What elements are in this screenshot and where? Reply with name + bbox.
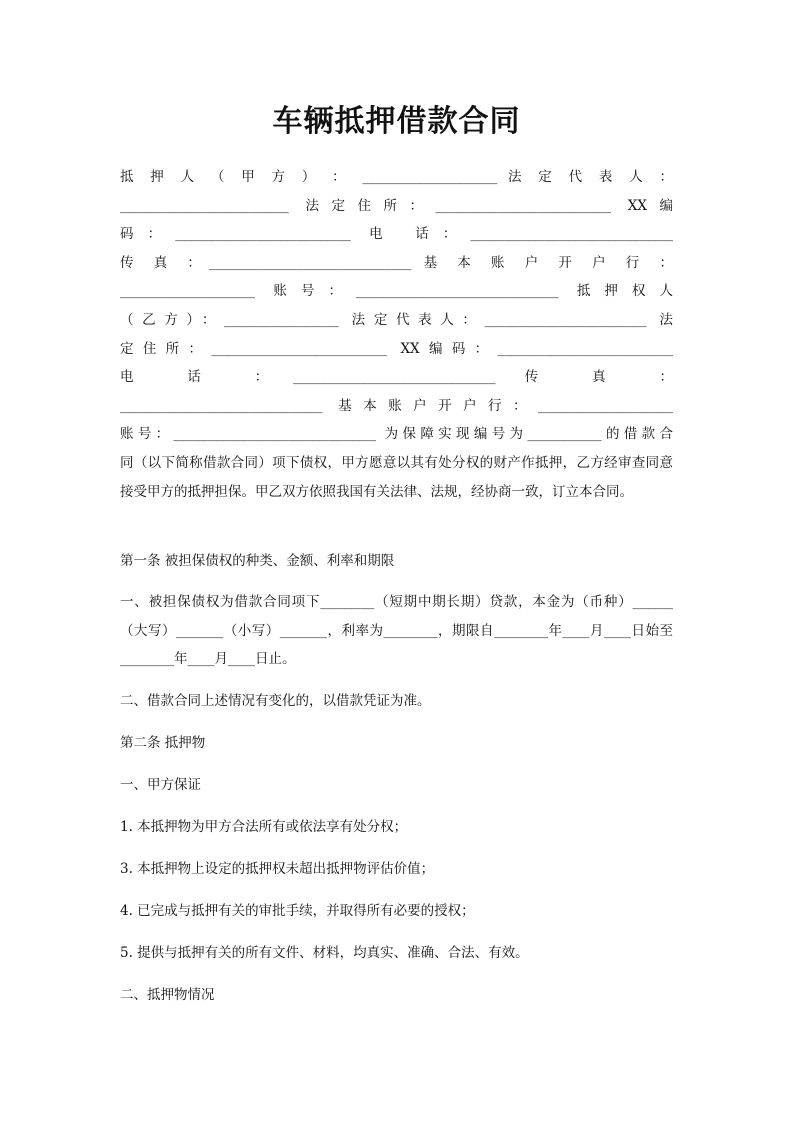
intro-paragraph: 同（以下简称借款合同）项下债权，甲方愿意以其有处分权的财产作抵押，乙方经审查同意接受甲方的抵押担保。甲乙双方依照我国有关法律、法规，经协商一致，订立本合同。 (120, 455, 673, 500)
party-info-block (120, 163, 673, 449)
party-row: _________________________ 法定住所：__________________________ XX编 (120, 197, 673, 214)
article-1-title: 第一条 被担保债权的种类、金额、利率和期限 (120, 553, 395, 569)
guarantee-item: 4. 已完成与抵押有关的审批手续，并取得所有必要的授权； (120, 903, 475, 919)
party-row: 账号：______________________________ 为保障实现编号为___________的借款合 (120, 426, 673, 443)
party-row: 码：__________________________ 电 话：______________________________ (120, 226, 673, 243)
party-row: ____________________ 账号：______________________________ 抵押权人 (120, 283, 673, 300)
party-row: ______________________________ 基本账户开户行：____________________ (120, 397, 673, 414)
party-row: 定住所：__________________________ XX编码：__________________________ (120, 340, 673, 357)
party-row: （乙方）：_________________ 法定代表人：________________________ 法 (120, 311, 673, 328)
guarantee-item: 1. 本抵押物为甲方合法所有或依法享有处分权； (120, 819, 408, 835)
guarantee-item: 5. 提供与抵押有关的所有文件、材料，均真实、准确、合法、有效。 (120, 945, 529, 961)
guarantee-item: 3. 本抵押物上设定的抵押权未超出抵押物评估价值； (120, 861, 435, 877)
article-2-title: 第二条 抵押物 (120, 735, 206, 751)
article-1-paragraph-1: 一、被担保债权为借款合同项下________（短期中期长期）贷款，本金为（币种）______（大写）_______（小写）_______，利率为________，期限自________年____月____日始至________年____月____日止。 (120, 594, 673, 668)
section-2-title: 二、抵押物情况 (120, 987, 215, 1003)
party-row: 抵 押 人 （ 甲 方 ） ： ____________________ 法 定 代 表 人 ： (120, 169, 673, 185)
article-1-paragraph-2: 二、借款合同上述情况有变化的，以借款凭证为准。 (120, 693, 431, 709)
section-1-title: 一、甲方保证 (120, 777, 201, 793)
party-row: 传 真 ：______________________________ 基 本 账 户 开 户 行 ： (120, 254, 673, 271)
document-title: 车辆抵押借款合同 (272, 104, 521, 139)
party-row: 电 话 ：______________________________ 传 真 ： (120, 369, 673, 386)
